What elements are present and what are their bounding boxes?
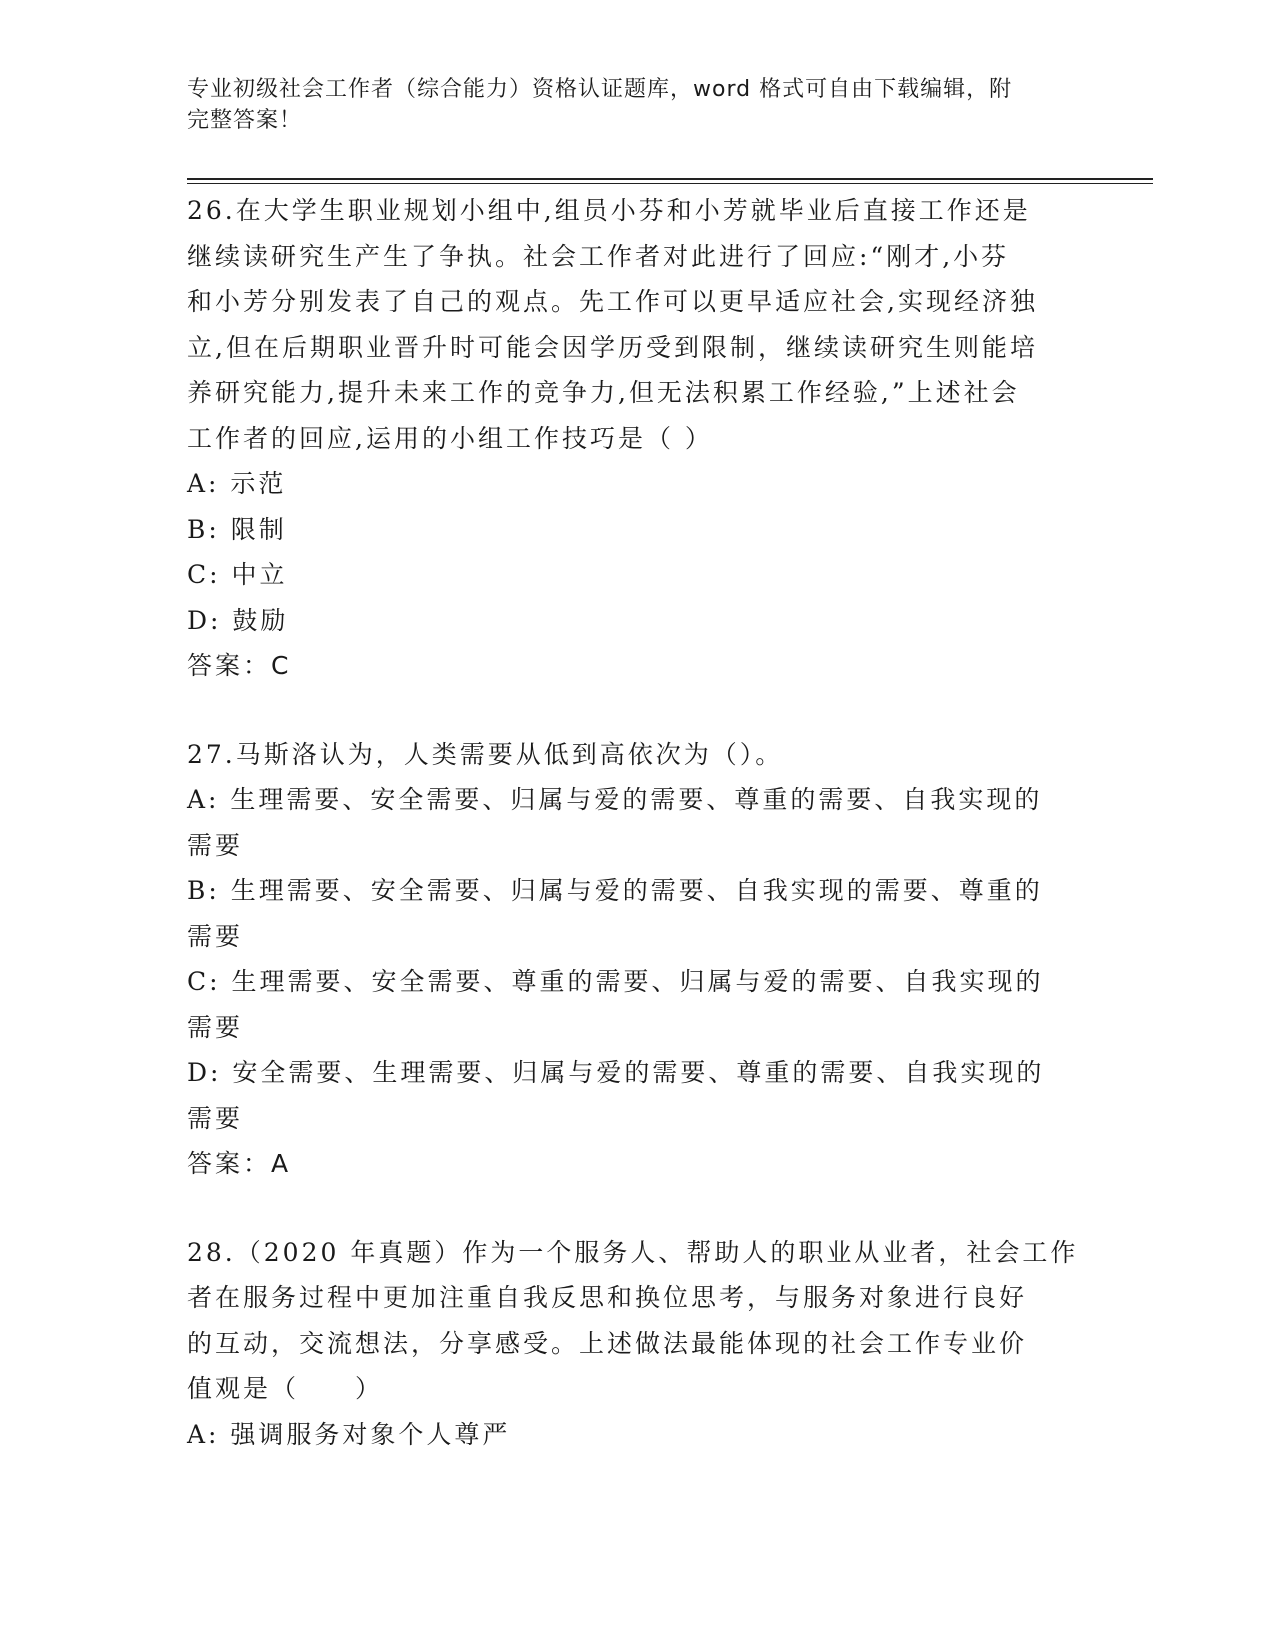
question-26 [187, 188, 1087, 689]
option-d: D: 鼓励 [187, 605, 289, 635]
header-divider-thick [187, 178, 1153, 180]
question-spacer [187, 689, 1087, 732]
answer-label: 答案：C [187, 651, 292, 680]
option-a-continued: 需要 [187, 830, 244, 860]
option-d: D: 安全需要、生理需要、归属与爱的需要、尊重的需要、自我实现的 [187, 1058, 1045, 1087]
question-stem-line: 值观是（ ） [187, 1374, 384, 1403]
option-b-continued: 需要 [187, 921, 244, 951]
option-a: A: 强调服务对象个人尊严 [187, 1419, 511, 1449]
question-stem-line: 和小芳分别发表了自己的观点。先工作可以更早适应社会,实现经济独 [187, 287, 1038, 316]
question-list [187, 188, 1087, 1457]
option-c-continued: 需要 [187, 1012, 244, 1042]
document-header [187, 74, 1067, 136]
question-stem-line: 养研究能力,提升未来工作的竞争力,但无法积累工作经验,”上述社会 [187, 378, 1020, 407]
option-c: C: 中立 [187, 560, 288, 589]
header-title-line-1: 专业初级社会工作者（综合能力）资格认证题库，word 格式可自由下载编辑，附 [187, 77, 1013, 102]
header-divider-thin [187, 183, 1153, 184]
answer-label: 答案：A [187, 1149, 292, 1178]
option-a: A: 生理需要、安全需要、归属与爱的需要、尊重的需要、自我实现的 [187, 785, 1043, 814]
question-spacer [187, 1187, 1087, 1230]
option-a: A: 示范 [187, 469, 287, 498]
header-title-line-2: 完整答案！ [187, 108, 303, 133]
question-stem-line: 者在服务过程中更加注重自我反思和换位思考，与服务对象进行良好 [187, 1283, 1028, 1312]
question-27 [187, 732, 1087, 1187]
question-stem-line: 27.马斯洛认为，人类需要从低到高依次为（）。 [187, 739, 784, 769]
question-28 [187, 1230, 1087, 1458]
question-stem-line: 28.（2020 年真题）作为一个服务人、帮助人的职业从业者，社会工作 [187, 1237, 1079, 1267]
option-b: B: 生理需要、安全需要、归属与爱的需要、自我实现的需要、尊重的 [187, 876, 1043, 905]
question-stem-line: 立,但在后期职业晋升时可能会因学历受到限制，继续读研究生则能培 [187, 332, 1038, 362]
option-c: C: 生理需要、安全需要、尊重的需要、归属与爱的需要、自我实现的 [187, 967, 1044, 996]
question-stem-line: 工作者的回应,运用的小组工作技巧是（ ） [187, 423, 713, 453]
option-d-continued: 需要 [187, 1103, 244, 1133]
question-stem-line: 的互动，交流想法，分享感受。上述做法最能体现的社会工作专业价 [187, 1328, 1028, 1358]
question-stem-line: 继续读研究生产生了争执。社会工作者对此进行了回应:“刚才,小芬 [187, 241, 1010, 271]
question-stem-line: 26.在大学生职业规划小组中,组员小芬和小芳就毕业后直接工作还是 [187, 196, 1031, 225]
option-b: B: 限制 [187, 514, 287, 544]
